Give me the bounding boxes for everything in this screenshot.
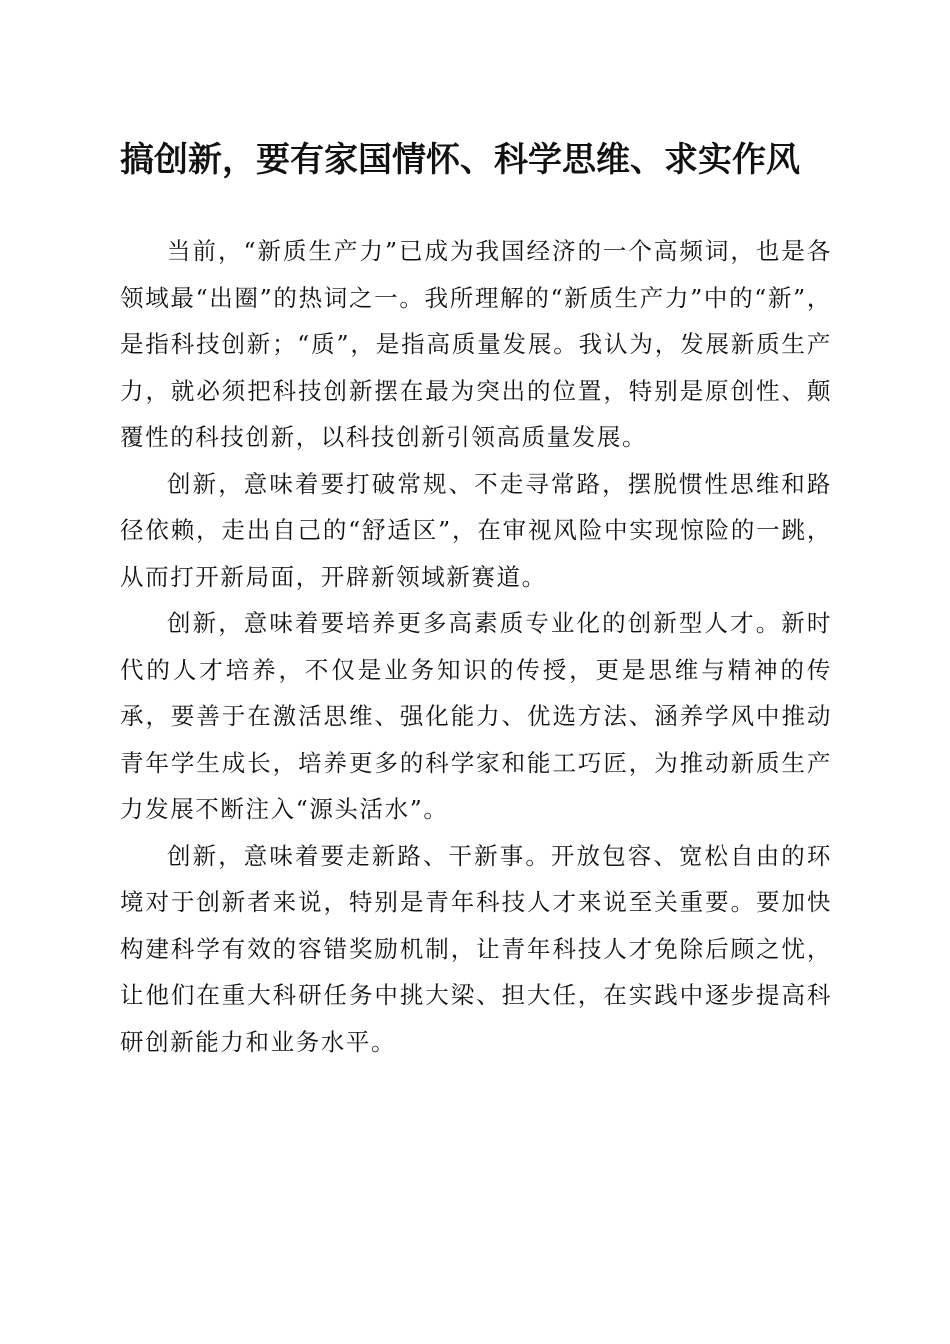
- paragraph-2: 创新，意味着要打破常规、不走寻常路，摆脱惯性思维和路径依赖，走出自己的“舒适区”，在审视风险中实现惊险的一跳，从而打开新局面，开辟新领域新赛道。: [120, 469, 832, 591]
- document-body: [120, 228, 832, 1065]
- paragraph-1: 当前，“新质生产力”已成为我国经济的一个高频词，也是各领域最“出圈”的热词之一。我所理解的“新质生产力”中的“新”，是指科技创新；“质”，是指高质量发展。我认为，发展新质生产力，就必须把科技创新摆在最为突出的位置，特别是原创性、颠覆性的科技创新，以科技创新引领高质量发展。: [120, 237, 832, 451]
- paragraph-3: 创新，意味着要培养更多高素质专业化的创新型人才。新时代的人才培养，不仅是业务知识的传授，更是思维与精神的传承，要善于在激活思维、强化能力、优选方法、涵养学风中推动青年学生成长，培养更多的科学家和能工巧匠，为推动新质生产力发展不断注入“源头活水”。: [120, 609, 832, 823]
- page-title: 搞创新，要有家国情怀、科学思维、求实作风: [120, 140, 800, 180]
- paragraph-4: 创新，意味着要走新路、干新事。开放包容、宽松自由的环境对于创新者来说，特别是青年科技人才来说至关重要。要加快构建科学有效的容错奖励机制，让青年科技人才免除后顾之忧，让他们在重大科研任务中挑大梁、担大任，在实践中逐步提高科研创新能力和业务水平。: [120, 841, 832, 1056]
